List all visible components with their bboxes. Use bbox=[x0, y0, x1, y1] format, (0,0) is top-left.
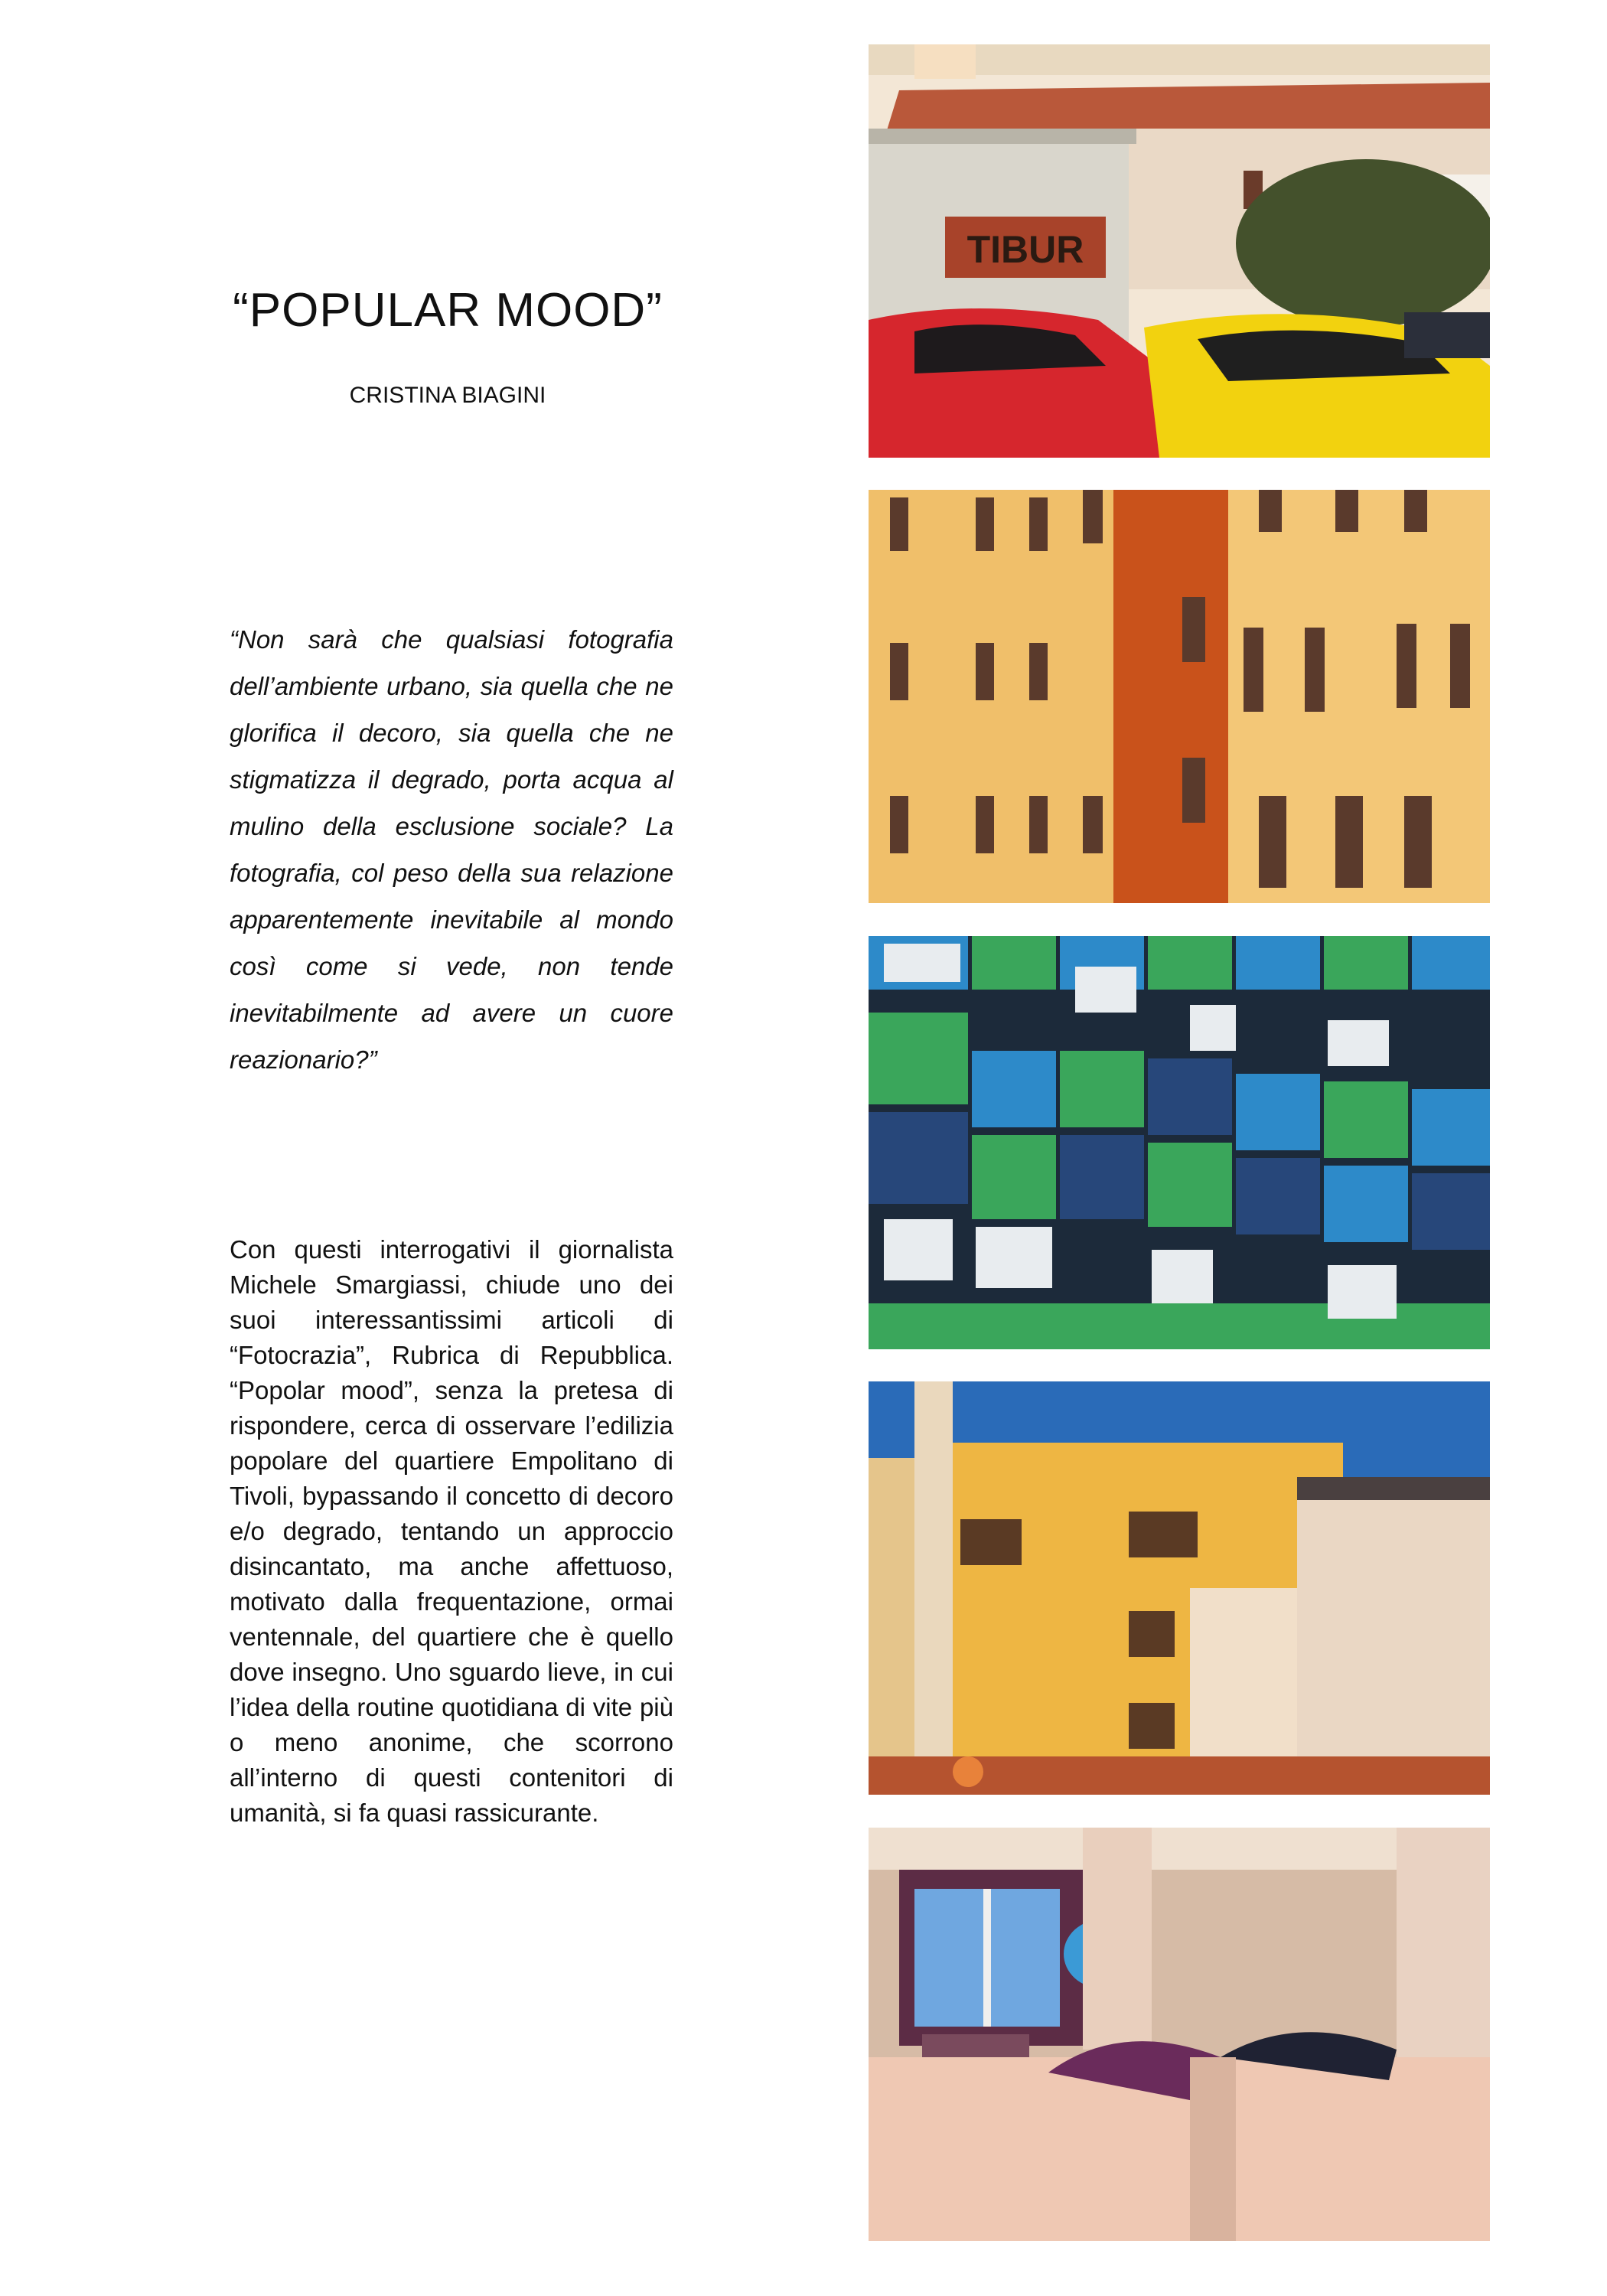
photo-glass-panels bbox=[869, 936, 1490, 1349]
photo-rooftops-cars bbox=[869, 44, 1490, 458]
photo-balconies bbox=[869, 1381, 1490, 1795]
quote-paragraph: “Non sarà che qualsiasi fotografia dell’ambiente urbano, sia quella che ne glorifica il decoro, sia quella che ne stigmatizza il degrado, porta acqua al mulino della esclusione sociale? La fotografia, col peso della sua relazione apparentemente inevitabile al mondo così come si vede, non tende inevitabilmente ad avere un cuore reazionario?” bbox=[230, 625, 673, 1074]
photo-umbrellas bbox=[869, 1828, 1490, 2241]
photo-yellow-facades bbox=[869, 490, 1490, 903]
page-title: “POPULAR MOOD” bbox=[233, 284, 663, 337]
graffiti-text: TIBUR bbox=[966, 228, 1084, 271]
author-name: CRISTINA BIAGINI bbox=[349, 383, 546, 408]
body-paragraph: Con questi interrogativi il giornalista Michele Smargiassi, chiude uno dei suoi interessantissimi articoli di “Fotocrazia”, Rubrica di Repubblica. “Popolar mood”, senza la pretesa di rispondere, cerca di osservare l’edilizia popolare del quartiere Empolitano di Tivoli, bypassando il concetto di decoro e/o degrado, tentando un approccio disincantato, ma anche affettuoso, motivato dalla frequentazione, ormai ventennale, del quartiere che è quello dove insegno. Uno sguardo lieve, in cui l’idea della routine quotidiana di vite più o meno anonime, che scorrono all’interno di questi contenitori di umanità, si fa quasi rassicurante. bbox=[230, 1235, 673, 1827]
